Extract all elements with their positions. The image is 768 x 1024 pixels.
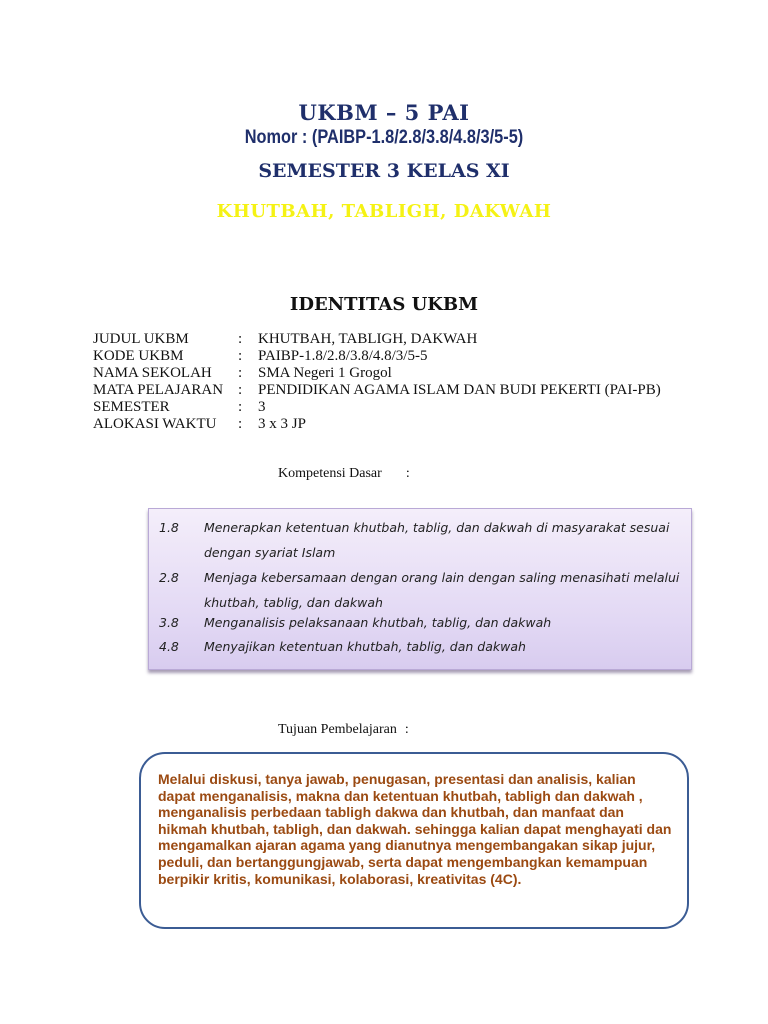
identity-label: JUDUL UKBM [93,331,189,347]
kompetensi-text: Menyajikan ketentuan khutbah, tablig, dan dakwah [204,639,526,654]
kompetensi-colon: : [405,466,410,481]
identitas-heading: IDENTITAS UKBM [289,294,479,315]
identity-value: 3 [258,399,266,415]
document-title: UKBM – 5 PAI [298,100,470,125]
identity-label: MATA PELAJARAN [93,382,224,398]
identity-colon: : [238,331,243,347]
identity-colon: : [238,416,243,432]
identity-label: SEMESTER [93,399,170,415]
identity-colon: : [238,382,243,398]
kompetensi-dasar-label [278,466,410,482]
identity-value: SMA Negeri 1 Grogol [258,365,392,381]
kompetensi-text: Menganalisis pelaksanaan khutbah, tablig, dan dakwah [204,615,552,630]
tujuan-text: Melalui diskusi, tanya jawab, penugasan, presentasi dan analisis, kalian dapat menganalisis, makna dan ketentuan khutbah, tabligh dan dakwah , menganalisis perbedaan tabligh dakwa dan khutbah, dan manfaat dan hikmah khutbah, tabligh, dan dakwah. sehingga kalian dapat menghayati dan mengamalkan ajaran agama yang dianutnya mengembangakan sikap jujur, peduli, dan bertanggungjawab, serta dapat mengembangkan kemampuan berpikir kritis, komunikasi, kolaborasi, kreativitas (4C). [158,771,672,887]
semester-class: SEMESTER 3 KELAS XI [258,160,510,182]
document-number: Nomor : (PAIBP-1.8/2.8/3.8/4.8/3/5-5) [244,127,524,148]
kompetensi-number: 4.8 [159,639,179,654]
kompetensi-text: Menjaga kebersamaan dengan orang lain dengan saling menasihati melalui khutbah, tablig, dan dakwah [204,570,680,610]
identity-label: KODE UKBM [93,348,184,364]
identity-label: NAMA SEKOLAH [93,365,212,381]
kompetensi-number: 1.8 [159,520,179,535]
tujuan-label-text: Tujuan Pembelajaran [278,722,397,737]
topic-title: KHUTBAH, TABLIGH, DAKWAH [216,201,552,222]
kompetensi-text: Menerapkan ketentuan khutbah, tablig, dan dakwah di masyarakat sesuai dengan syariat Islam [204,520,670,560]
kompetensi-dasar-box [148,508,692,670]
identity-value: KHUTBAH, TABLIGH, DAKWAH [258,331,478,347]
identity-colon: : [238,365,243,381]
identity-colon: : [238,399,243,415]
identity-colon: : [238,348,243,364]
kompetensi-label-text: Kompetensi Dasar [278,466,382,481]
tujuan-pembelajaran-label [278,722,409,738]
identity-label: ALOKASI WAKTU [93,416,217,432]
tujuan-colon: : [404,722,409,737]
identity-value: PENDIDIKAN AGAMA ISLAM DAN BUDI PEKERTI (PAI-PB) [258,382,661,398]
identity-value: PAIBP-1.8/2.8/3.8/4.8/3/5-5 [258,348,428,364]
tujuan-pembelajaran-box [139,752,689,929]
kompetensi-number: 2.8 [159,570,179,585]
kompetensi-number: 3.8 [159,615,179,630]
identity-value: 3 x 3 JP [258,416,306,432]
